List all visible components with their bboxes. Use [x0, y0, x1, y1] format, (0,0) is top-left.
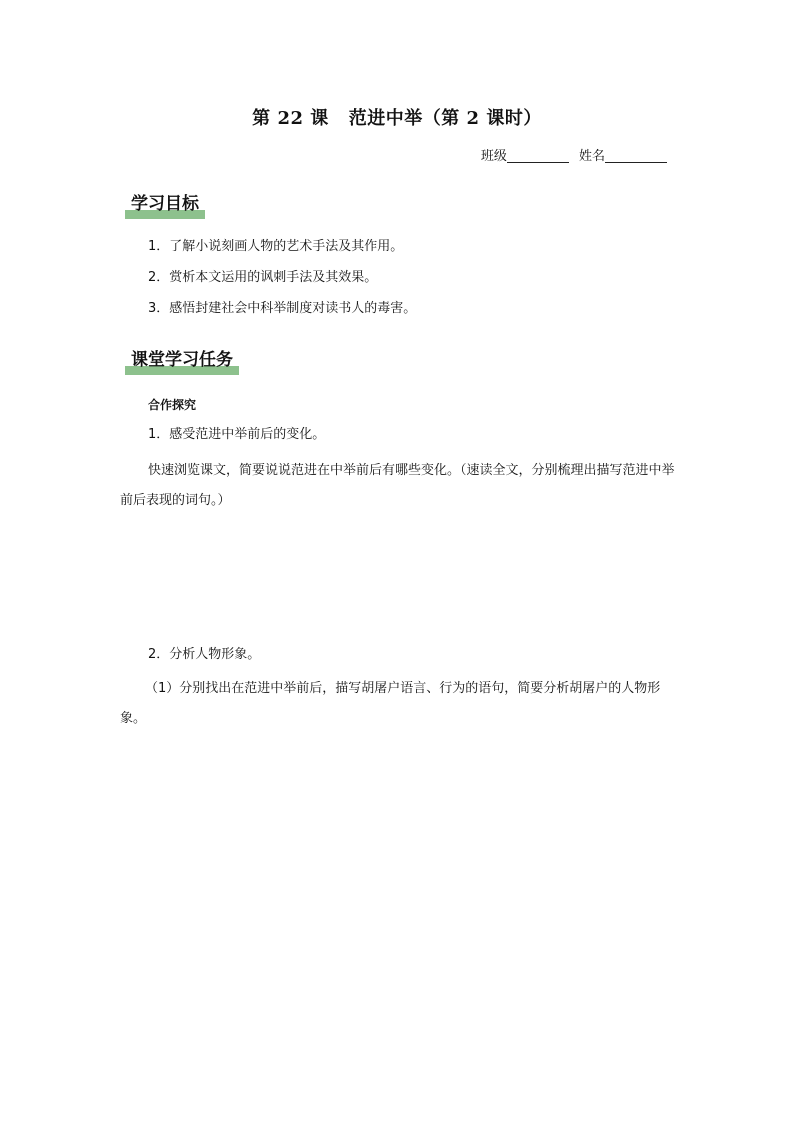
class-blank[interactable] — [507, 148, 569, 163]
task-1-title: 1．感受范进中举前后的变化。 — [148, 427, 326, 442]
objective-item: 1．了解小说刻画人物的艺术手法及其作用。 — [148, 239, 404, 254]
lesson-number: 第 22 课 — [252, 108, 329, 129]
section-heading-text: 学习目标 — [131, 194, 199, 214]
page-title — [0, 104, 794, 130]
objective-item: 3．感悟封建社会中科举制度对读书人的毒害。 — [148, 301, 417, 316]
section-heading-tasks — [125, 349, 239, 373]
student-info-line — [481, 145, 673, 164]
lesson-name: 范进中举（第 2 课时） — [348, 108, 542, 129]
task-1-text: 快速浏览课文，简要说说范进在中举前后有哪些变化。（速读全文，分别梳理出描写范进中举前后表现的词句。） — [120, 463, 675, 508]
task-2-title: 2．分析人物形象。 — [148, 647, 261, 662]
section-heading-text: 课堂学习任务 — [131, 350, 233, 370]
section-heading-objectives — [125, 193, 205, 217]
class-label: 班级 — [480, 149, 507, 164]
objective-item: 2．赏析本文运用的讽刺手法及其效果。 — [148, 270, 378, 285]
name-label: 姓名 — [578, 149, 605, 164]
task-2-text: （1）分别找出在范进中举前后，描写胡屠户语言、行为的语句，简要分析胡屠户的人物形象。 — [120, 681, 661, 726]
name-blank[interactable] — [605, 148, 667, 163]
subheading-cooperative-inquiry: 合作探究 — [148, 398, 197, 412]
